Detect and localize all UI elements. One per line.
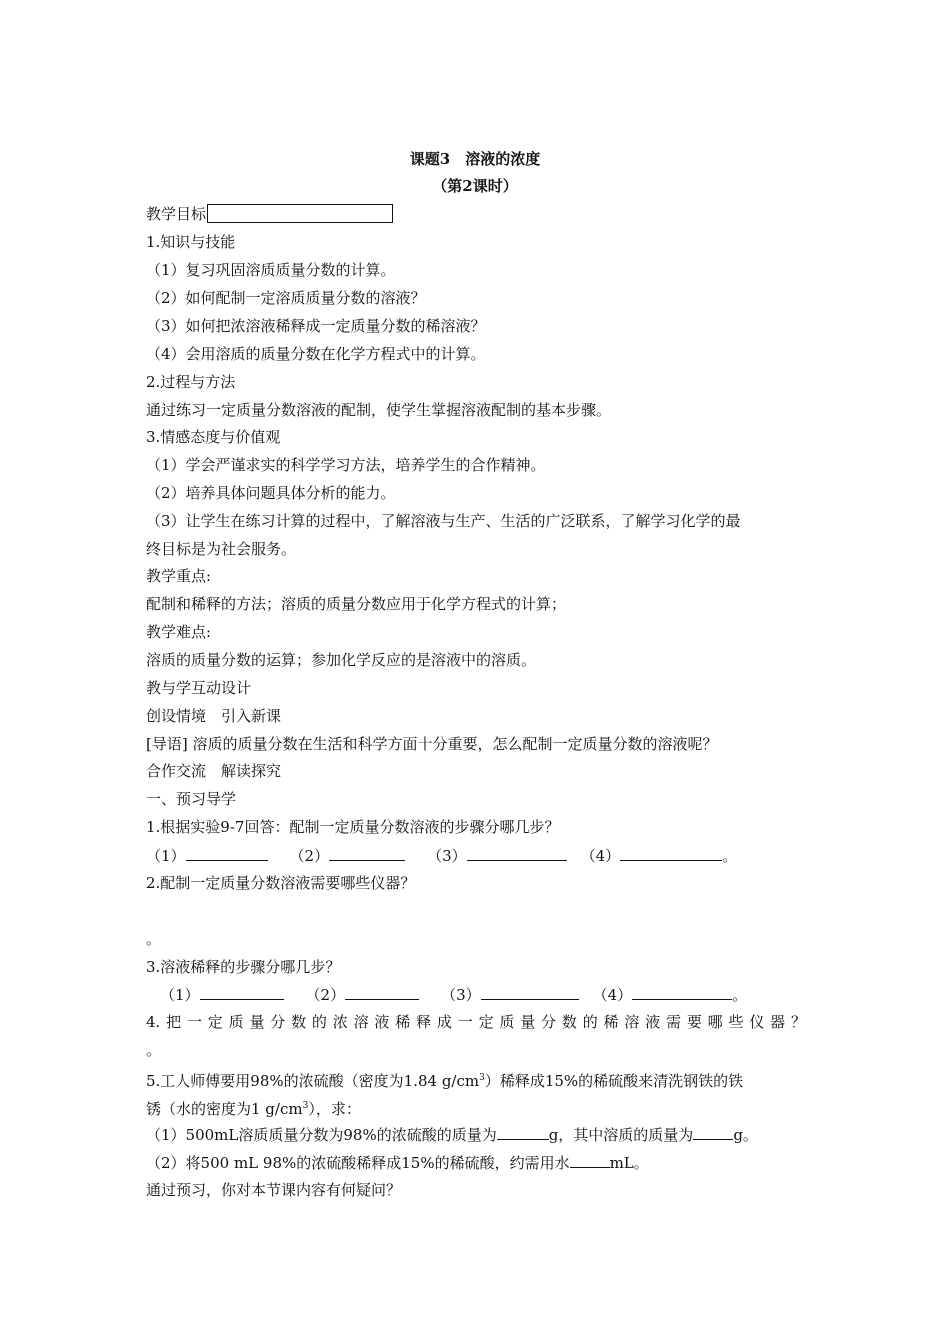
question-text: mL。 xyxy=(609,1154,649,1172)
section-label: 合作交流 解读探究 xyxy=(146,762,282,780)
question: 4.把一定质量分数的浓溶液稀释成一定质量分数的稀溶液需要哪些仪器？ xyxy=(146,1013,806,1031)
section-label: 创设情境 引入新课 xyxy=(146,707,282,725)
question: 通过预习，你对本节课内容有何疑问？ xyxy=(146,1181,402,1199)
step-label: （4） xyxy=(592,986,633,1004)
question: 1.根据实验9-7回答：配制一定质量分数溶液的步骤分哪几步？ xyxy=(146,818,560,836)
answer-blank[interactable] xyxy=(632,984,732,1000)
period: 。 xyxy=(722,847,738,865)
step-label: （3） xyxy=(441,986,481,1004)
list-item: （2）培养具体问题具体分析的能力。 xyxy=(146,484,396,502)
step-label: （4） xyxy=(580,847,621,865)
difficulty-label: 教学难点: xyxy=(146,623,212,641)
question-text: 锈（水的密度为1 g/cm xyxy=(146,1100,303,1118)
blank-steps-line xyxy=(160,984,747,1005)
step-label: （2） xyxy=(289,847,330,865)
question-text: （2）将500 mL 98%的浓硫酸稀释成15%的稀硫酸，约需用水 xyxy=(146,1154,570,1172)
page-title: 课题3 溶液的浓度 xyxy=(409,150,541,168)
list-item: （1）学会严谨求实的科学学习方法，培养学生的合作精神。 xyxy=(146,456,546,474)
question-line xyxy=(146,1068,743,1091)
list-item: （3）让学生在练习计算的过程中，了解溶液与生产、生活的广泛联系，了解学习化学的最 xyxy=(146,512,741,530)
list-item: （1）复习巩固溶质质量分数的计算。 xyxy=(146,261,396,279)
page-subtitle: （第2课时） xyxy=(432,177,518,195)
answer-blank[interactable] xyxy=(693,1124,733,1140)
step-label: （1） xyxy=(160,986,200,1004)
step-label: （3） xyxy=(427,847,467,865)
answer-blank[interactable] xyxy=(186,845,268,861)
answer-blank[interactable] xyxy=(200,984,284,1000)
answer-blank[interactable] xyxy=(620,845,722,861)
section-label: 教与学互动设计 xyxy=(146,679,252,697)
period: 。 xyxy=(732,986,748,1004)
answer-blank[interactable] xyxy=(481,984,579,1000)
step-label: （1） xyxy=(146,847,186,865)
question-text: ），求： xyxy=(308,1100,361,1118)
section-label: 一、预习导学 xyxy=(146,790,237,808)
question-text: 5.工人师傅要用98%的浓硫酸（密度为1.84 g/cm xyxy=(146,1072,480,1090)
question-line xyxy=(146,1096,361,1119)
period: 。 xyxy=(146,1041,162,1059)
section-heading: 2.过程与方法 xyxy=(146,373,236,391)
paragraph: [导语] 溶质的质量分数在生活和科学方面十分重要，怎么配制一定质量分数的溶液呢？ xyxy=(146,735,718,753)
sub-question xyxy=(146,1152,649,1173)
list-item: （4）会用溶质的质量分数在化学方程式中的计算。 xyxy=(146,345,486,363)
question-text: g，其中溶质的质量为 xyxy=(548,1126,694,1144)
empty-box xyxy=(207,204,393,223)
answer-blank[interactable] xyxy=(329,845,405,861)
superscript: 3 xyxy=(302,1101,309,1111)
sub-question xyxy=(146,1124,758,1145)
key-label: 教学重点: xyxy=(146,567,212,585)
blank-steps-line xyxy=(146,845,737,866)
answer-blank[interactable] xyxy=(497,1124,549,1140)
answer-blank[interactable] xyxy=(467,845,567,861)
question: 3.溶液稀释的步骤分哪几步？ xyxy=(146,958,341,976)
objectives-label: 教学目标 xyxy=(146,205,207,223)
list-item: （2）如何配制一定溶质质量分数的溶液？ xyxy=(146,289,426,307)
answer-blank[interactable] xyxy=(570,1152,610,1168)
question-text: g。 xyxy=(733,1126,758,1144)
section-heading: 1.知识与技能 xyxy=(146,233,236,251)
step-label: （2） xyxy=(305,986,346,1004)
list-item: （3）如何把浓溶液稀释成一定质量分数的稀溶液？ xyxy=(146,317,486,335)
section-heading: 3.情感态度与价值观 xyxy=(146,428,281,446)
list-item: 终目标是为社会服务。 xyxy=(146,540,297,558)
period: 。 xyxy=(146,930,162,948)
answer-blank[interactable] xyxy=(345,984,419,1000)
question: 2.配制一定质量分数溶液需要哪些仪器？ xyxy=(146,874,416,892)
paragraph: 溶质的质量分数的运算；参加化学反应的是溶液中的溶质。 xyxy=(146,651,537,669)
objectives-line xyxy=(146,204,393,224)
paragraph: 通过练习一定质量分数溶液的配制，使学生掌握溶液配制的基本步骤。 xyxy=(146,401,612,419)
question-text: （1）500mL溶质质量分数为98%的浓硫酸的质量为 xyxy=(146,1126,497,1144)
question-text: ）稀释成15%的稀硫酸来清洗钢铁的铁 xyxy=(484,1072,744,1090)
superscript: 3 xyxy=(479,1073,485,1083)
paragraph: 配制和稀释的方法；溶质的质量分数应用于化学方程式的计算； xyxy=(146,595,567,613)
